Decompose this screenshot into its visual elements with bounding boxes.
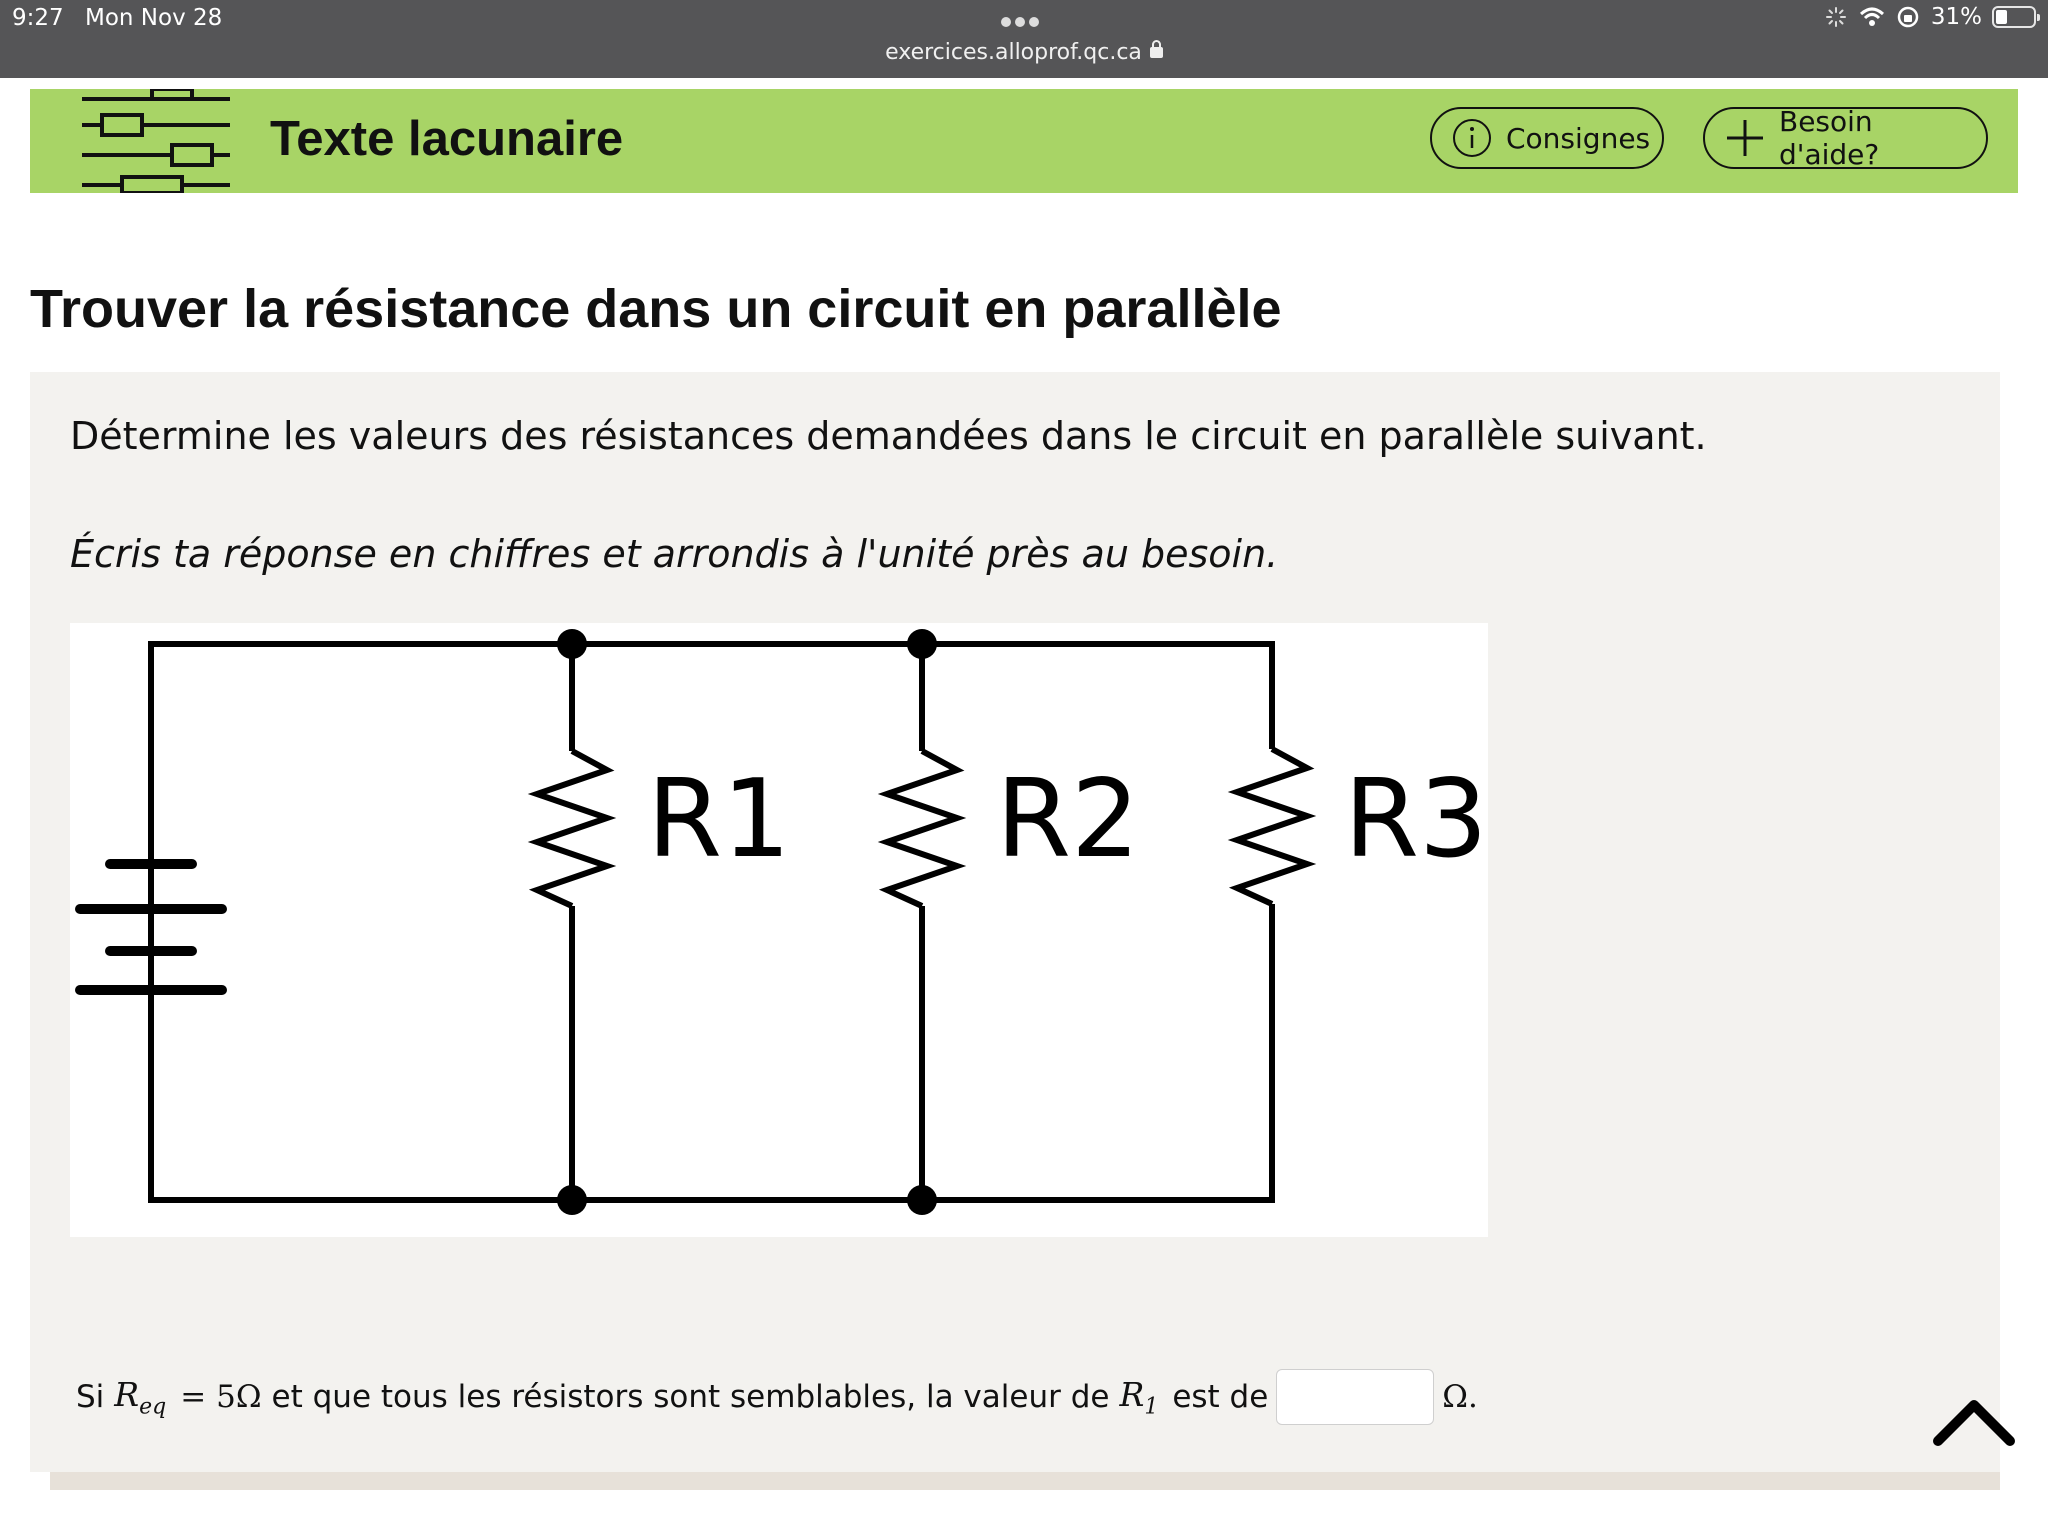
circuit-logo-icon bbox=[82, 89, 230, 193]
wifi-icon bbox=[1859, 4, 1885, 30]
besoin-aide-button[interactable] bbox=[1703, 107, 1988, 169]
r1-symbol: $R_1$ bbox=[1119, 1374, 1159, 1420]
unit-ohm: Ω. bbox=[1442, 1379, 1478, 1415]
junction-node bbox=[907, 1185, 937, 1215]
question-suffix: est de bbox=[1172, 1379, 1269, 1415]
instruction-italic-text: Écris ta réponse en chiffres et arrondis à l'unité près au besoin. bbox=[70, 532, 1279, 576]
instruction-text: Détermine les valeurs des résistances demandées dans le circuit en parallèle suivant. bbox=[70, 414, 1707, 458]
scroll-to-top-chevron-icon[interactable] bbox=[1930, 1393, 2018, 1449]
junction-node bbox=[907, 629, 937, 659]
battery-percent: 31% bbox=[1930, 4, 1982, 30]
plus-icon bbox=[1725, 118, 1765, 158]
req-value: = 5Ω bbox=[180, 1379, 262, 1415]
activity-spinner-icon bbox=[1823, 4, 1849, 30]
address-url: exercices.alloprof.qc.ca bbox=[885, 40, 1142, 65]
consignes-label: Consignes bbox=[1506, 121, 1651, 155]
battery-icon bbox=[1992, 6, 2036, 28]
lock-icon bbox=[1150, 47, 1163, 58]
exercise-card bbox=[30, 372, 2000, 1472]
req-symbol: $R_{eq}$ bbox=[114, 1374, 167, 1420]
orientation-lock-icon bbox=[1895, 4, 1921, 30]
resistor-r1 bbox=[537, 751, 607, 906]
junction-node bbox=[557, 629, 587, 659]
fill-in-question bbox=[76, 1369, 1478, 1425]
browser-more-dots-icon[interactable] bbox=[1001, 12, 1047, 26]
exercise-type-title: Texte lacunaire bbox=[270, 112, 624, 166]
consignes-button[interactable] bbox=[1430, 107, 1664, 169]
label-r1: R1 bbox=[647, 757, 791, 882]
resistor-r2 bbox=[887, 751, 957, 906]
page-title: Trouver la résistance dans un circuit en parallèle bbox=[30, 279, 1282, 339]
junction-node bbox=[557, 1185, 587, 1215]
question-prefix: Si bbox=[76, 1379, 105, 1415]
exercise-header bbox=[30, 89, 2018, 193]
info-icon bbox=[1452, 118, 1492, 158]
status-bar bbox=[0, 0, 2048, 78]
address-bar[interactable] bbox=[0, 40, 2048, 65]
circuit-diagram bbox=[70, 623, 1488, 1237]
question-middle: et que tous les résistors sont semblables, la valeur de bbox=[271, 1379, 1110, 1415]
wire-left-bottom bbox=[151, 959, 1272, 1200]
status-date: Mon Nov 28 bbox=[85, 5, 223, 31]
resistor-r3 bbox=[1237, 749, 1307, 904]
besoin-aide-label: Besoin d'aide? bbox=[1779, 105, 1880, 171]
label-r3: R3 bbox=[1344, 757, 1488, 882]
answer-input[interactable] bbox=[1276, 1369, 1434, 1425]
label-r2: R2 bbox=[996, 757, 1140, 882]
status-time: 9:27 bbox=[12, 5, 64, 31]
status-icons bbox=[1823, 4, 2036, 30]
